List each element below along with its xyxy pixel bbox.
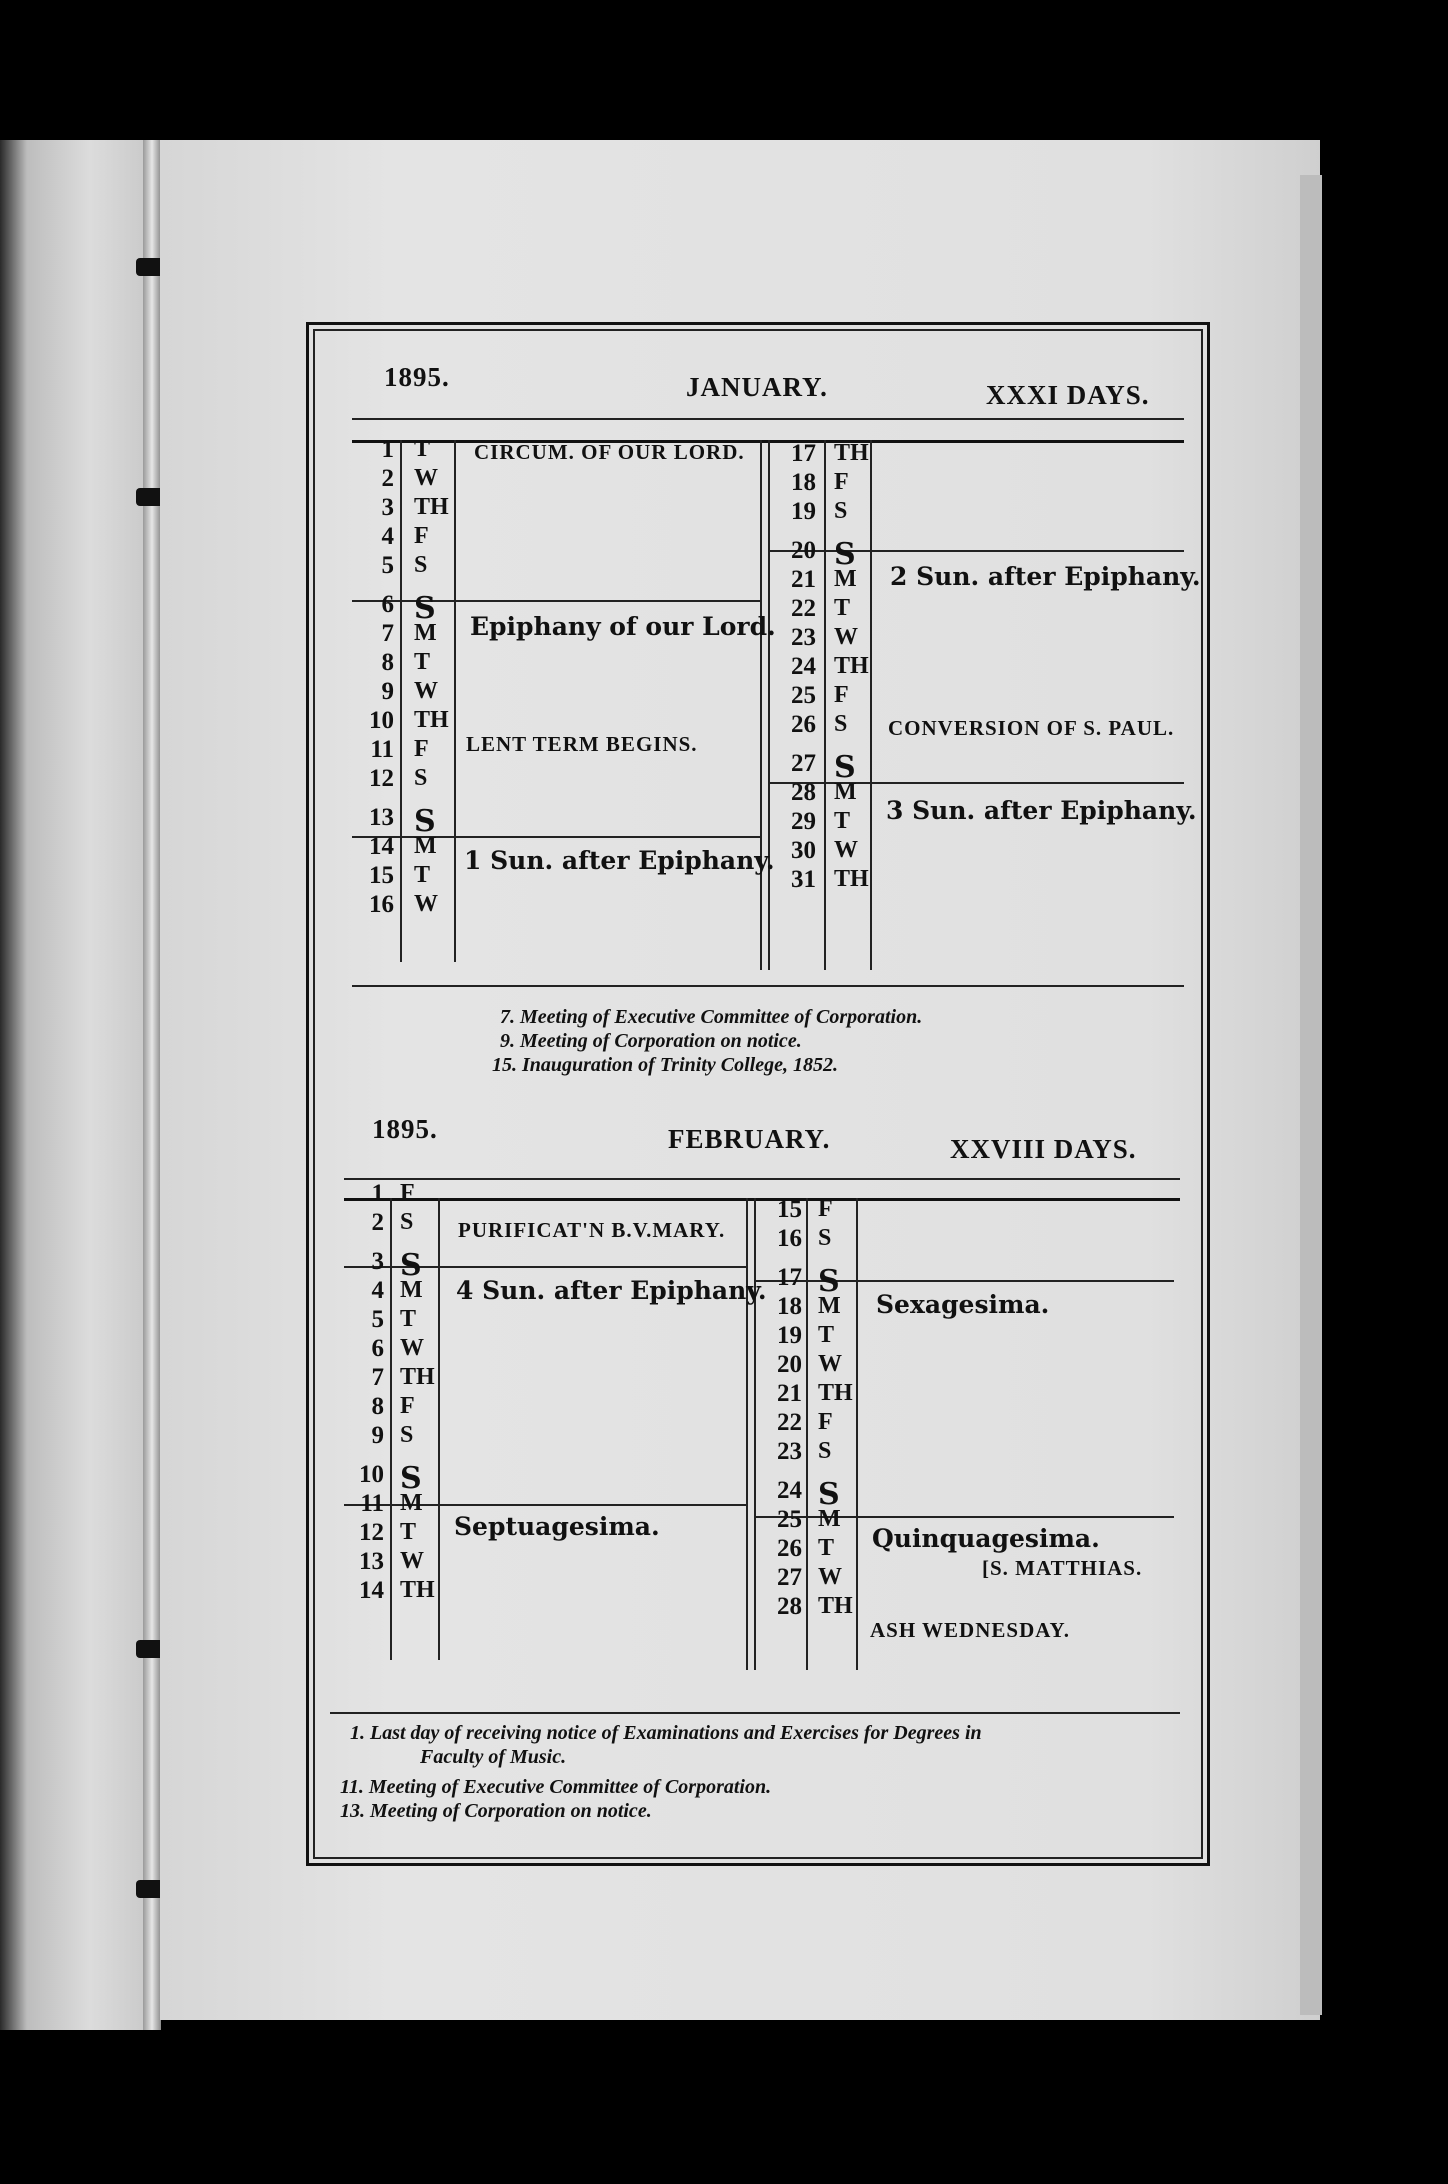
day-of-week: W (414, 891, 438, 917)
day-number: 22 (777, 1409, 802, 1436)
day-of-week: S (818, 1264, 840, 1299)
week-rule (754, 1516, 1174, 1518)
day-of-week: S (818, 1438, 832, 1464)
event-feb-2: PURIFICAT'N B.V.MARY. (458, 1218, 726, 1242)
event-feb-24-matthias: [S. MATTHIAS. (982, 1556, 1143, 1580)
day-of-week: W (414, 678, 438, 704)
day-number: 11 (370, 736, 394, 763)
day-number: 30 (791, 837, 816, 864)
day-number: 5 (381, 552, 394, 579)
day-of-week: F (834, 469, 849, 495)
january-days-label: XXXI DAYS. (986, 380, 1150, 410)
day-number: 26 (777, 1535, 802, 1562)
feb-note-2: 11. Meeting of Executive Committee of Corporation. (340, 1776, 772, 1798)
day-of-week: TH (834, 866, 869, 892)
february-days-label: XXVIII DAYS. (950, 1134, 1137, 1164)
event-jan-27: 3 Sun. after Epiphany. (886, 796, 1197, 825)
day-number: 16 (777, 1225, 802, 1252)
jan-note-2: 9. Meeting of Corporation on notice. (500, 1030, 802, 1052)
day-of-week: W (818, 1351, 842, 1377)
rule (344, 1178, 1180, 1180)
january-year: 1895. (384, 362, 450, 392)
day-number: 29 (791, 808, 816, 835)
day-of-week: T (818, 1535, 835, 1561)
day-of-week: F (834, 682, 849, 708)
day-number: 11 (360, 1490, 384, 1517)
left-page (0, 140, 150, 2030)
column-rule (870, 440, 872, 970)
day-number: 16 (369, 891, 394, 918)
column-rule (454, 440, 456, 962)
column-rule (746, 1198, 748, 1670)
day-of-week: W (834, 624, 858, 650)
day-of-week: F (414, 736, 429, 762)
day-number: 9 (371, 1422, 384, 1449)
day-of-week: S (400, 1422, 414, 1448)
day-number: 17 (777, 1264, 802, 1291)
day-number: 23 (777, 1438, 802, 1465)
day-of-week: T (414, 436, 431, 462)
day-number: 13 (369, 804, 394, 831)
day-of-week: S (414, 591, 436, 626)
day-of-week: T (834, 808, 851, 834)
day-number: 12 (359, 1519, 384, 1546)
day-of-week: F (414, 523, 429, 549)
day-of-week: F (818, 1196, 833, 1222)
day-number: 5 (371, 1306, 384, 1333)
event-jan-13: 1 Sun. after Epiphany. (464, 846, 775, 875)
book-gutter (143, 140, 161, 2030)
day-number: 10 (369, 707, 394, 734)
event-jan-6: Epiphany of our Lord. (470, 612, 776, 641)
day-number: 19 (791, 498, 816, 525)
day-of-week: S (834, 750, 856, 785)
day-of-week: S (818, 1477, 840, 1512)
event-jan-1: CIRCUM. OF OUR LORD. (474, 440, 745, 464)
day-number: 14 (369, 833, 394, 860)
day-number: 4 (371, 1277, 384, 1304)
week-rule (754, 1280, 1174, 1282)
january-month: JANUARY. (686, 372, 828, 402)
day-number: 7 (381, 620, 394, 647)
day-number: 8 (381, 649, 394, 676)
day-of-week: T (818, 1322, 835, 1348)
day-of-week: W (414, 465, 438, 491)
event-jan-25: CONVERSION OF S. PAUL. (888, 716, 1175, 740)
day-number: 1 (381, 436, 394, 463)
day-of-week: W (400, 1335, 424, 1361)
event-feb-24: Quinquagesima. (872, 1524, 1100, 1553)
day-of-week: M (818, 1506, 841, 1532)
rule (330, 1712, 1180, 1714)
day-of-week: M (818, 1293, 841, 1319)
day-of-week: S (834, 537, 856, 572)
day-of-week: T (414, 862, 431, 888)
column-rule (806, 1198, 808, 1670)
rule (352, 985, 1184, 987)
day-of-week: W (818, 1564, 842, 1590)
day-number: 20 (791, 537, 816, 564)
day-number: 28 (791, 779, 816, 806)
week-rule (768, 782, 1184, 784)
event-jan-10: LENT TERM BEGINS. (466, 732, 698, 756)
feb-note-3: 13. Meeting of Corporation on notice. (340, 1800, 652, 1822)
day-number: 15 (369, 862, 394, 889)
day-of-week: S (818, 1225, 832, 1251)
event-feb-17: Sexagesima. (876, 1290, 1050, 1319)
jan-note-1: 7. Meeting of Executive Committee of Corporation. (500, 1006, 923, 1028)
day-of-week: TH (400, 1577, 435, 1603)
day-number: 9 (381, 678, 394, 705)
page-edge (1300, 175, 1322, 2015)
day-of-week: M (414, 833, 437, 859)
day-of-week: M (414, 620, 437, 646)
column-rule (856, 1198, 858, 1670)
february-year: 1895. (372, 1114, 438, 1144)
february-month: FEBRUARY. (668, 1124, 831, 1154)
day-of-week: T (414, 649, 431, 675)
day-of-week: TH (414, 707, 449, 733)
day-number: 24 (777, 1477, 802, 1504)
day-of-week: TH (400, 1364, 435, 1390)
day-number: 26 (791, 711, 816, 738)
day-number: 12 (369, 765, 394, 792)
day-of-week: T (400, 1306, 417, 1332)
feb-note-1-cont: Faculty of Music. (420, 1746, 567, 1768)
day-of-week: S (414, 804, 436, 839)
day-number: 25 (777, 1506, 802, 1533)
day-number: 2 (381, 465, 394, 492)
day-number: 14 (359, 1577, 384, 1604)
day-number: 24 (791, 653, 816, 680)
day-of-week: F (400, 1393, 415, 1419)
day-number: 19 (777, 1322, 802, 1349)
day-of-week: S (400, 1461, 422, 1496)
day-number: 31 (791, 866, 816, 893)
day-number: 4 (381, 523, 394, 550)
day-of-week: TH (818, 1380, 853, 1406)
day-number: 20 (777, 1351, 802, 1378)
day-of-week: F (400, 1180, 415, 1206)
day-of-week: W (400, 1548, 424, 1574)
rule (352, 418, 1184, 420)
event-feb-27: ASH WEDNESDAY. (870, 1618, 1070, 1642)
column-rule (400, 440, 402, 962)
day-number: 6 (381, 591, 394, 618)
day-of-week: S (414, 552, 428, 578)
day-number: 21 (791, 566, 816, 593)
day-number: 7 (371, 1364, 384, 1391)
day-number: 8 (371, 1393, 384, 1420)
day-of-week: S (400, 1209, 414, 1235)
day-number: 3 (381, 494, 394, 521)
day-number: 6 (371, 1335, 384, 1362)
column-rule (824, 440, 826, 970)
day-number: 25 (791, 682, 816, 709)
day-of-week: T (834, 595, 851, 621)
day-of-week: M (400, 1490, 423, 1516)
event-jan-20: 2 Sun. after Epiphany. (890, 562, 1201, 591)
day-of-week: M (834, 779, 857, 805)
week-rule (768, 550, 1184, 552)
event-feb-10: Septuagesima. (454, 1512, 660, 1541)
event-feb-3: 4 Sun. after Epiphany. (456, 1276, 767, 1305)
day-of-week: TH (818, 1593, 853, 1619)
day-of-week: S (834, 498, 848, 524)
day-number: 13 (359, 1548, 384, 1575)
day-of-week: W (834, 837, 858, 863)
day-of-week: TH (414, 494, 449, 520)
day-number: 22 (791, 595, 816, 622)
day-of-week: M (834, 566, 857, 592)
calendar-frame (306, 322, 1210, 1866)
day-number: 10 (359, 1461, 384, 1488)
day-number: 1 (371, 1180, 384, 1207)
day-number: 27 (777, 1564, 802, 1591)
day-number: 27 (791, 750, 816, 777)
day-of-week: M (400, 1277, 423, 1303)
day-of-week: T (400, 1519, 417, 1545)
day-number: 17 (791, 440, 816, 467)
day-number: 21 (777, 1380, 802, 1407)
day-number: 15 (777, 1196, 802, 1223)
day-number: 3 (371, 1248, 384, 1275)
jan-note-3: 15. Inauguration of Trinity College, 1852. (492, 1054, 838, 1076)
day-of-week: F (818, 1409, 833, 1435)
day-of-week: S (414, 765, 428, 791)
day-number: 23 (791, 624, 816, 651)
feb-note-1: 1. Last day of receiving notice of Examinations and Exercises for Degrees in (350, 1722, 982, 1744)
day-number: 18 (791, 469, 816, 496)
day-of-week: TH (834, 440, 869, 466)
day-of-week: TH (834, 653, 869, 679)
day-number: 28 (777, 1593, 802, 1620)
column-rule (760, 440, 762, 970)
day-number: 2 (371, 1209, 384, 1236)
day-number: 18 (777, 1293, 802, 1320)
day-of-week: S (834, 711, 848, 737)
day-of-week: S (400, 1248, 422, 1283)
